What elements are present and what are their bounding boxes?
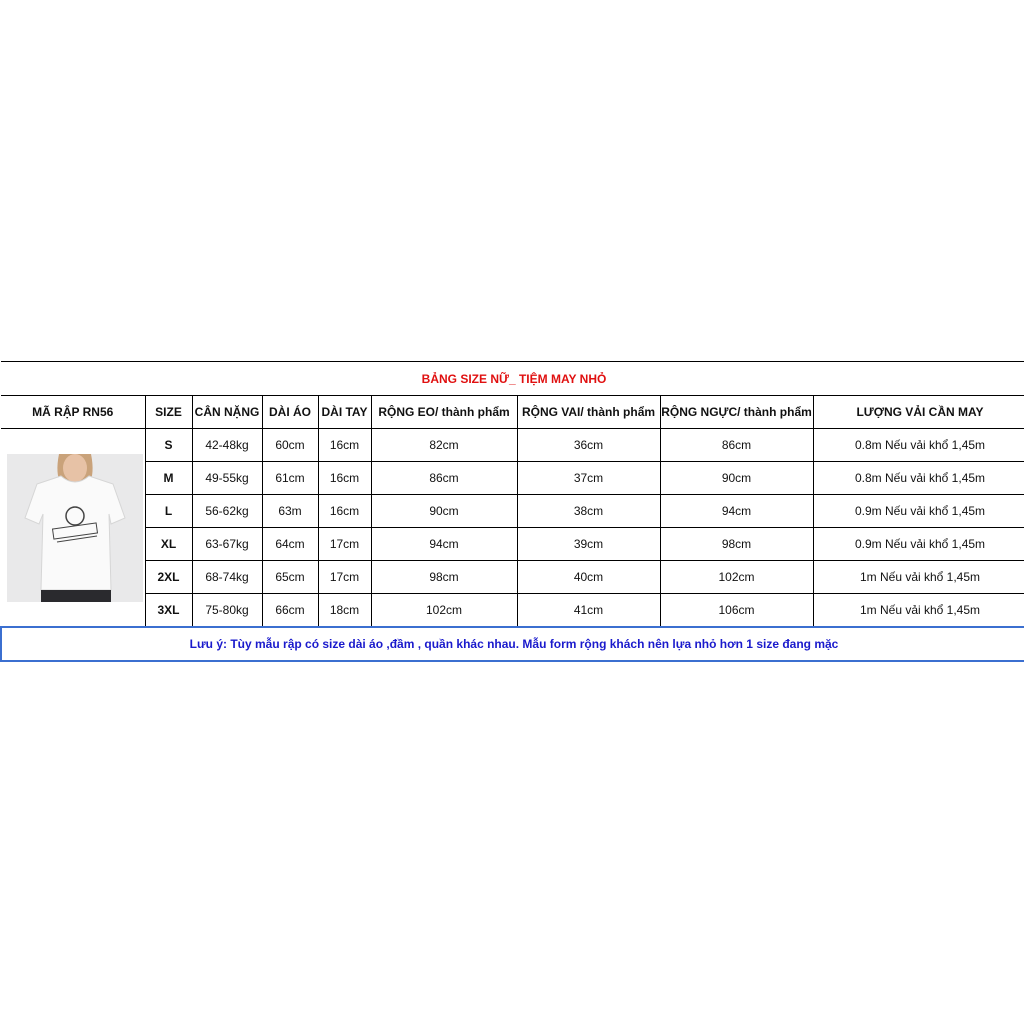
fabric-cell: 1m Nếu vải khổ 1,45m (813, 594, 1024, 628)
chest-cell: 106cm (660, 594, 813, 628)
length-cell: 65cm (262, 561, 318, 594)
weight-cell: 63-67kg (192, 528, 262, 561)
waist-cell: 90cm (371, 495, 517, 528)
fabric-cell: 0.9m Nếu vải khổ 1,45m (813, 495, 1024, 528)
waist-cell: 102cm (371, 594, 517, 628)
fabric-cell: 0.9m Nếu vải khổ 1,45m (813, 528, 1024, 561)
chest-cell: 94cm (660, 495, 813, 528)
table-row (1, 462, 1024, 495)
fabric-cell: 1m Nếu vải khổ 1,45m (813, 561, 1024, 594)
chest-cell: 98cm (660, 528, 813, 561)
header-shoulder: RỘNG VAI/ thành phẩm (517, 396, 660, 429)
chest-cell: 102cm (660, 561, 813, 594)
size-cell: 2XL (145, 561, 192, 594)
header-fabric: LƯỢNG VẢI CẦN MAY (813, 396, 1024, 429)
shoulder-cell: 40cm (517, 561, 660, 594)
shoulder-cell: 38cm (517, 495, 660, 528)
header-size: SIZE (145, 396, 192, 429)
chart-title: BẢNG SIZE NỮ_ TIỆM MAY NHỎ (1, 362, 1024, 396)
header-chest: RỘNG NGỰC/ thành phẩm (660, 396, 813, 429)
table-row (1, 528, 1024, 561)
sleeve-cell: 16cm (318, 462, 371, 495)
shoulder-cell: 41cm (517, 594, 660, 628)
weight-cell: 68-74kg (192, 561, 262, 594)
tshirt-model-image (7, 454, 143, 602)
table-row (1, 594, 1024, 628)
weight-cell: 49-55kg (192, 462, 262, 495)
header-sleeve: DÀI TAY (318, 396, 371, 429)
header-row (1, 396, 1024, 429)
shoulder-cell: 39cm (517, 528, 660, 561)
table-row (1, 561, 1024, 594)
weight-cell: 56-62kg (192, 495, 262, 528)
chest-cell: 86cm (660, 429, 813, 462)
sleeve-cell: 17cm (318, 528, 371, 561)
header-waist: RỘNG EO/ thành phẩm (371, 396, 517, 429)
size-cell: M (145, 462, 192, 495)
size-chart (0, 361, 1024, 662)
table-row (1, 429, 1024, 462)
size-cell: XL (145, 528, 192, 561)
size-cell: L (145, 495, 192, 528)
waist-cell: 94cm (371, 528, 517, 561)
waist-cell: 86cm (371, 462, 517, 495)
length-cell: 60cm (262, 429, 318, 462)
waist-cell: 98cm (371, 561, 517, 594)
length-cell: 66cm (262, 594, 318, 628)
length-cell: 61cm (262, 462, 318, 495)
table-row (1, 495, 1024, 528)
sleeve-cell: 16cm (318, 495, 371, 528)
sleeve-cell: 17cm (318, 561, 371, 594)
sleeve-cell: 16cm (318, 429, 371, 462)
size-cell: S (145, 429, 192, 462)
length-cell: 63m (262, 495, 318, 528)
shoulder-cell: 37cm (517, 462, 660, 495)
header-weight: CÂN NẶNG (192, 396, 262, 429)
weight-cell: 42-48kg (192, 429, 262, 462)
weight-cell: 75-80kg (192, 594, 262, 628)
header-length: DÀI ÁO (262, 396, 318, 429)
product-image (1, 429, 145, 628)
note-text: Lưu ý: Tùy mẫu rập có size dài áo ,đầm , quần khác nhau. Mẫu form rộng khách nên lựa nhỏ hơn 1 size đang mặc (1, 627, 1024, 661)
length-cell: 64cm (262, 528, 318, 561)
chest-cell: 90cm (660, 462, 813, 495)
fabric-cell: 0.8m Nếu vải khổ 1,45m (813, 462, 1024, 495)
fabric-cell: 0.8m Nếu vải khổ 1,45m (813, 429, 1024, 462)
sleeve-cell: 18cm (318, 594, 371, 628)
size-table (0, 361, 1024, 662)
shoulder-cell: 36cm (517, 429, 660, 462)
size-cell: 3XL (145, 594, 192, 628)
waist-cell: 82cm (371, 429, 517, 462)
header-pattern-code: MÃ RẬP RN56 (1, 396, 145, 429)
